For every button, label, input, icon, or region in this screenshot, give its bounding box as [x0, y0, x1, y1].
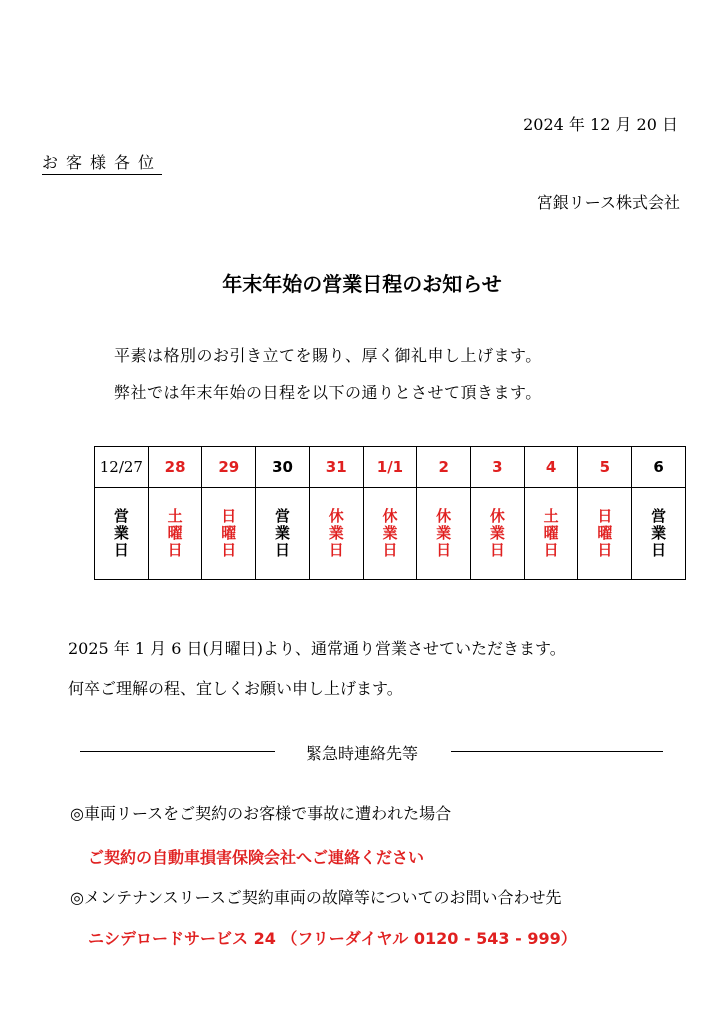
schedule-status-label: 営業日 [113, 507, 129, 559]
accident-contact-instruction: ご契約の自動車損害保険会社へご連絡ください [88, 848, 425, 867]
greeting-line-1: 平素は格別のお引き立てを賜り、厚く御礼申し上げます。 [114, 346, 542, 365]
schedule-status-cell [578, 488, 632, 580]
recipient-line: お客様各位 [42, 150, 162, 175]
schedule-status-label: 営業日 [275, 507, 291, 559]
schedule-status-cell [148, 488, 202, 580]
accident-contact-text: ◎車両リースをご契約のお客様で事故に遭われた場合 [70, 804, 452, 823]
schedule-date-cell: 3 [471, 447, 525, 488]
schedule-status-cell [363, 488, 417, 580]
schedule-status-cell [95, 488, 149, 580]
schedule-date-cell: 31 [309, 447, 363, 488]
schedule-status-label: 日曜日 [221, 507, 237, 559]
schedule-date-cell: 28 [148, 447, 202, 488]
schedule-status-cell [632, 488, 686, 580]
schedule-status-label: 土曜日 [167, 507, 183, 559]
greeting-line-2: 弊社では年末年始の日程を以下の通りとさせて頂きます。 [114, 383, 542, 402]
closing-line: 何卒ご理解の程、宜しくお願い申し上げます。 [68, 679, 403, 698]
document-date: 2024 年 12 月 20 日 [523, 115, 678, 134]
schedule-date-cell: 6 [632, 447, 686, 488]
schedule-status-label: 土曜日 [543, 507, 559, 559]
maintenance-contact-number: ニシデロードサービス 24 （フリーダイヤル 0120 - 543 - 999） [88, 929, 577, 948]
schedule-status-label: 休業日 [436, 507, 452, 559]
resume-notice: 2025 年 1 月 6 日(月曜日)より、通常通り営業させていただきます。 [68, 639, 566, 658]
schedule-table [94, 446, 686, 580]
schedule-status-label: 休業日 [328, 507, 344, 559]
schedule-status-label: 休業日 [382, 507, 398, 559]
divider-right [451, 751, 663, 752]
schedule-status-cell [471, 488, 525, 580]
emergency-heading: 緊急時連絡先等 [305, 744, 418, 763]
schedule-status-label: 日曜日 [597, 507, 613, 559]
schedule-status-cell [417, 488, 471, 580]
schedule-date-cell: 2 [417, 447, 471, 488]
schedule-status-cell [309, 488, 363, 580]
schedule-date-cell: 5 [578, 447, 632, 488]
schedule-date-cell: 12/27 [95, 447, 149, 488]
schedule-status-cell [524, 488, 578, 580]
schedule-date-cell: 29 [202, 447, 256, 488]
schedule-date-cell: 4 [524, 447, 578, 488]
schedule-status-cell [256, 488, 310, 580]
schedule-date-row [95, 447, 686, 488]
page-title: 年末年始の営業日程のお知らせ [222, 272, 502, 296]
schedule-date-cell: 30 [256, 447, 310, 488]
company-name: 宮銀リース株式会社 [536, 193, 680, 212]
schedule-date-cell: 1/1 [363, 447, 417, 488]
schedule-status-cell [202, 488, 256, 580]
maintenance-contact-text: ◎メンテナンスリースご契約車両の故障等についてのお問い合わせ先 [70, 888, 562, 907]
schedule-status-row [95, 488, 686, 580]
schedule-status-label: 営業日 [651, 507, 667, 559]
schedule-status-label: 休業日 [489, 507, 505, 559]
